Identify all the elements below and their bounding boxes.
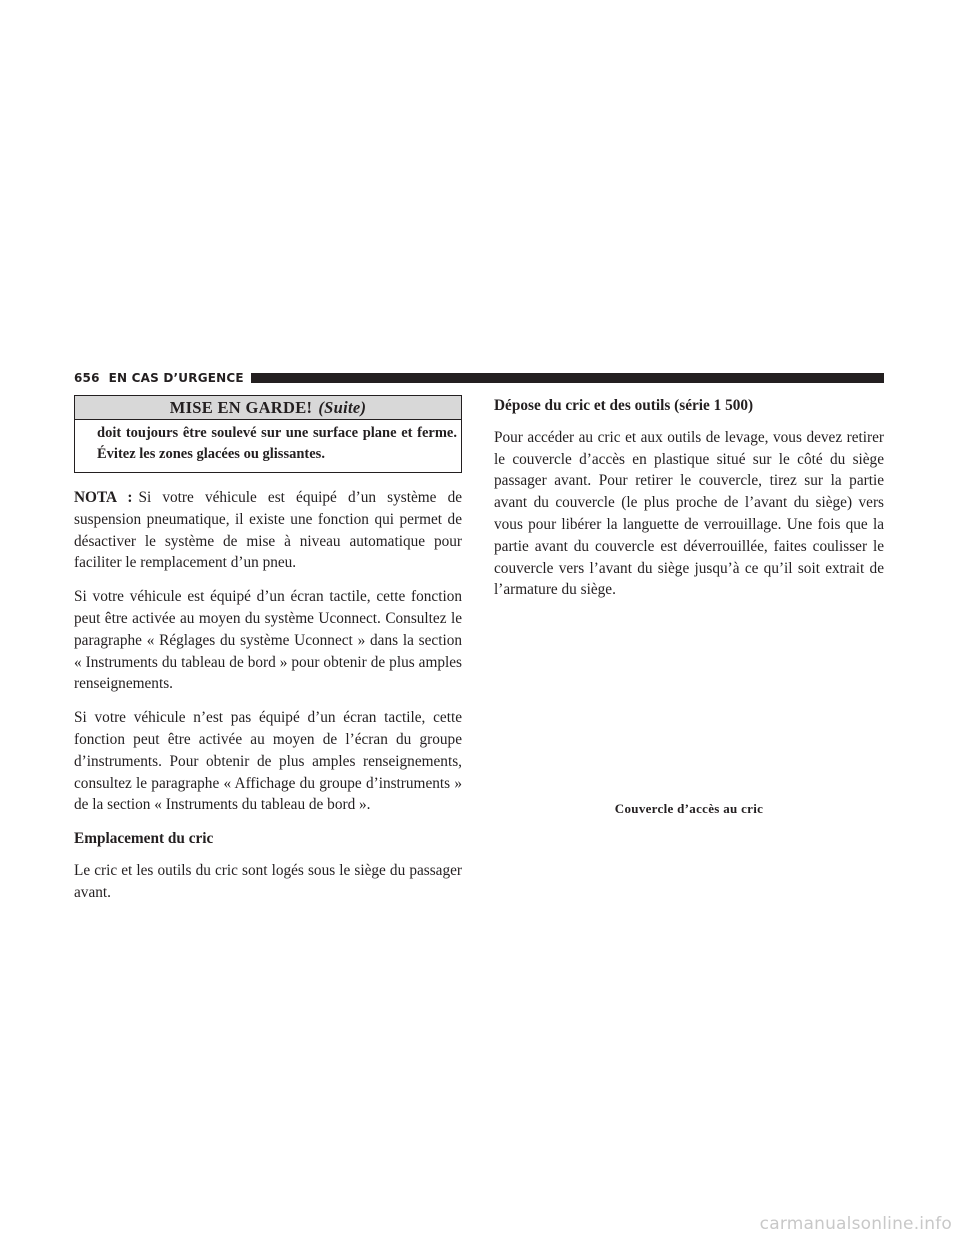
warning-box <box>74 395 462 473</box>
jack-removal-paragraph: Pour accéder au cric et aux outils de levage, vous devez retirer le couvercle d’accès en plastique situé sur le côté du siège passager avant. Pour retirer le couvercle, tirez sur la partie avant du couvercle (le plus proche de l’avant du siège) vers vous pour libérer la languette de verrouillage. Une fois que la partie avant du couvercle est déverrouillée, faites coulisser le couvercle vers l’avant du siège jusqu’à ce qu’il soit extrait de l’armature du siège. <box>494 428 884 599</box>
section-title: EN CAS D’URGENCE <box>108 371 244 385</box>
jack-location-heading: Emplacement du cric <box>74 830 214 848</box>
no-touchscreen-paragraph: Si votre véhicule n’est pas équipé d’un écran tactile, cette fonction peut être activée au moyen de l’écran du groupe d’instruments. Pour obtenir de plus amples renseignements, consultez le paragraphe « Affichage du groupe d’instruments » de la section « Instruments du tableau de bord ». <box>74 709 462 814</box>
note-paragraph <box>74 487 462 574</box>
figure-caption: Couvercle d’accès au cric <box>614 801 764 816</box>
warning-body: doit toujours être soulevé sur une surface plane et ferme. Évitez les zones glacées ou glissantes. <box>97 425 457 462</box>
jack-cover-figure <box>494 600 884 795</box>
jack-location-paragraph: Le cric et les outils du cric sont logés sous le siège du passager avant. <box>74 861 462 901</box>
warning-title: MISE EN GARDE! <box>169 398 313 417</box>
note-label: NOTA : <box>74 489 133 506</box>
note-text: Si votre véhicule est équipé d’un système de suspension pneumatique, il existe une fonction qui permet de désactiver le système de mise à niveau automatique pour faciliter le remplacement d’un pneu. <box>74 489 463 572</box>
page-header <box>74 371 884 385</box>
footer-watermark[interactable]: carmanualsonline.info <box>759 1214 952 1234</box>
left-column <box>74 395 462 916</box>
warning-suite: (Suite) <box>318 398 367 417</box>
right-column <box>494 395 884 613</box>
header-rule <box>251 373 884 383</box>
touchscreen-paragraph: Si votre véhicule est équipé d’un écran tactile, cette fonction peut être activée au moyen du système Uconnect. Consultez le paragraphe « Réglages du système Uconnect » dans la section « Instruments du tableau de bord » pour obtenir de plus amples renseignements. <box>74 588 462 693</box>
jack-removal-heading: Dépose du cric et des outils (série 1 500) <box>494 397 754 414</box>
warning-header <box>75 396 461 420</box>
page-number: 656 <box>74 371 100 385</box>
